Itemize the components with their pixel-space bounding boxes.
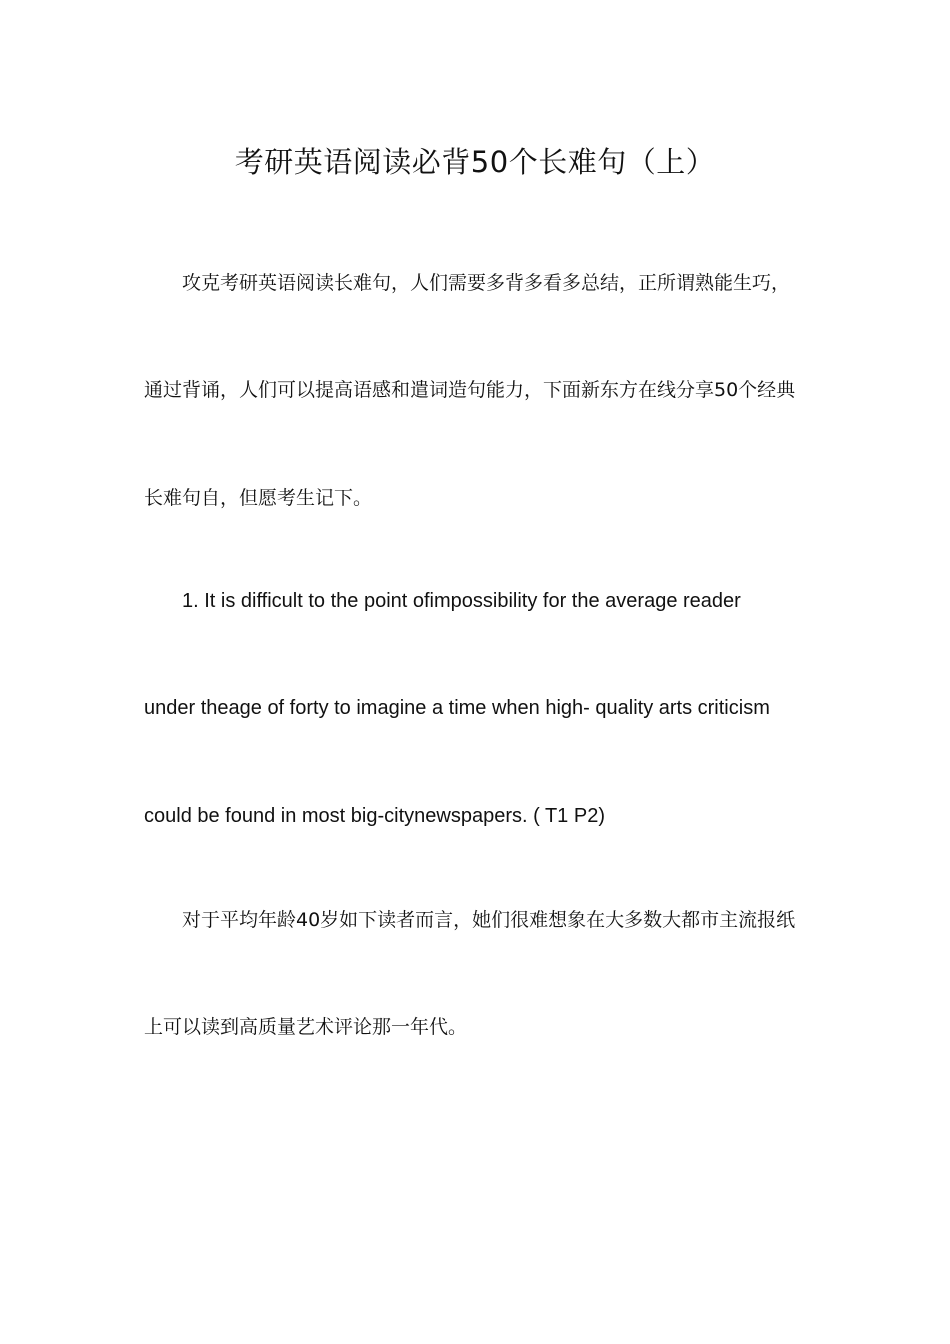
- sentence-1-en-line-2: under theage of forty to imagine a time when high- quality arts criticism: [144, 697, 770, 719]
- document-title: 考研英语阅读必背50个长难句（上）: [234, 145, 716, 179]
- sentence-1-zh-line-1: 对于平均年龄40岁如下读者而言，她们很难想象在大多数大都市主流报纸: [182, 909, 796, 931]
- sentence-1-en-line-3: could be found in most big-citynewspapers. ( T1 P2): [144, 805, 605, 827]
- sentence-1-zh-line-2: 上可以读到高质量艺术评论那一年代。: [144, 1016, 468, 1038]
- intro-line-3: 长难句自，但愿考生记下。: [144, 487, 373, 509]
- intro-line-2: 通过背诵，人们可以提高语感和遣词造句能力，下面新东方在线分享50个经典: [144, 379, 796, 401]
- sentence-1-en-line-1: 1. It is difficult to the point ofimpossibility for the average reader: [182, 590, 741, 612]
- intro-line-1: 攻克考研英语阅读长难句，人们需要多背多看多总结，正所谓熟能生巧，: [182, 272, 791, 294]
